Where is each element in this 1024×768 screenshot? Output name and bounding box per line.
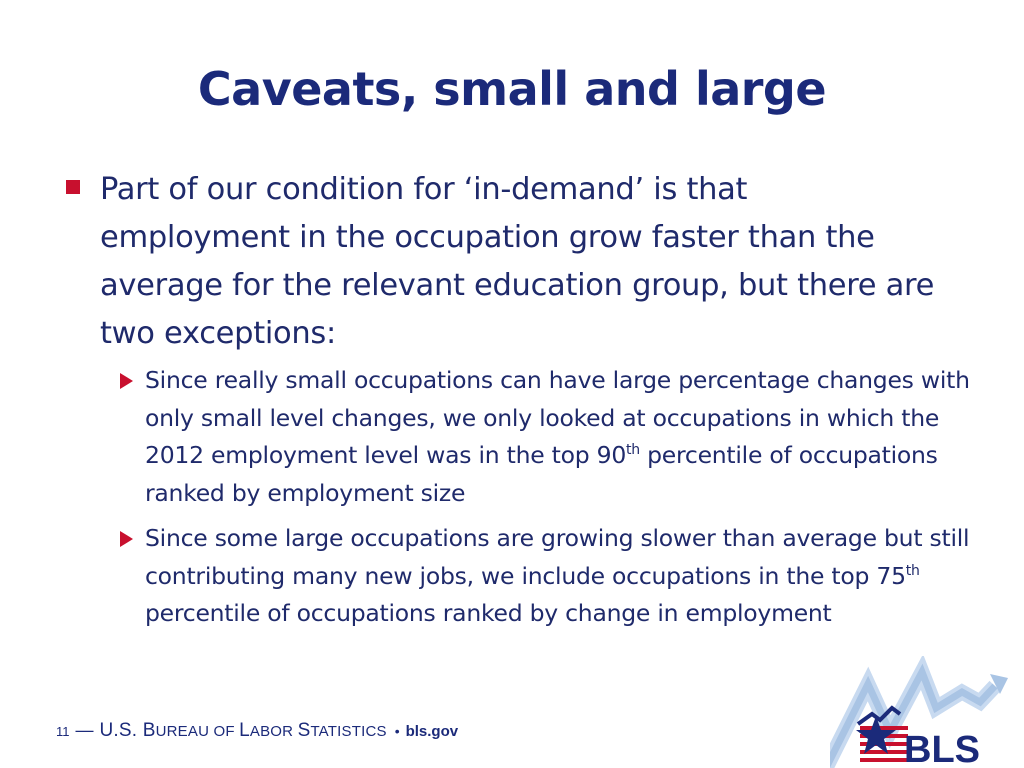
superscript: th [626, 442, 640, 458]
footer-separator: • [394, 723, 400, 739]
agency-name-part: L [239, 720, 250, 741]
sub-bullet-text-part: percentile of occupations ranked by employment size [145, 441, 938, 507]
bls-logo [830, 656, 1024, 768]
sub-bullet-text-part: Since some large occupations are growing slower than average but still contributing many new jobs, we include occupations in the top 75 [145, 524, 970, 590]
agency-name-part: U [99, 720, 114, 741]
footer-dash: — [75, 720, 94, 740]
sub-bullet-text-part: percentile of occupations ranked by change in employment [145, 599, 832, 627]
sub-bullet-small-occupations [120, 362, 970, 512]
page-number: 11 [56, 724, 70, 739]
footer-url: bls.gov [405, 723, 459, 740]
sub-bullet-text [145, 520, 970, 633]
sub-bullet-text [145, 362, 970, 512]
agency-name-part: B [142, 720, 156, 741]
slide-title: Caveats, small and large [197, 62, 827, 116]
agency-name-part: S [297, 720, 311, 741]
triangle-bullet-icon [120, 373, 133, 389]
agency-name [100, 720, 387, 742]
agency-name-part: ABOR [249, 723, 298, 740]
triangle-bullet-icon [120, 531, 133, 547]
main-bullet [66, 166, 946, 358]
agency-name-part: .S. [113, 720, 143, 741]
agency-name-part: UREAU OF [155, 723, 240, 740]
sub-bullet-large-occupations [120, 520, 970, 633]
footer [56, 720, 458, 742]
logo-text: BLS [904, 729, 980, 768]
main-bullet-text: Part of our condition for ‘in-demand’ is that employment in the occupation grow faster than the average for the relevant education group, but there are two exceptions: [100, 172, 935, 351]
superscript: th [905, 562, 920, 579]
agency-name-part: TATISTICS [310, 723, 387, 740]
square-bullet-icon [66, 180, 80, 194]
sub-bullet-text-part: Since really small occupations can have large percentage changes with only small level changes, we only looked at occupations in which the 2012 employment level was in the top 90 [145, 366, 970, 469]
